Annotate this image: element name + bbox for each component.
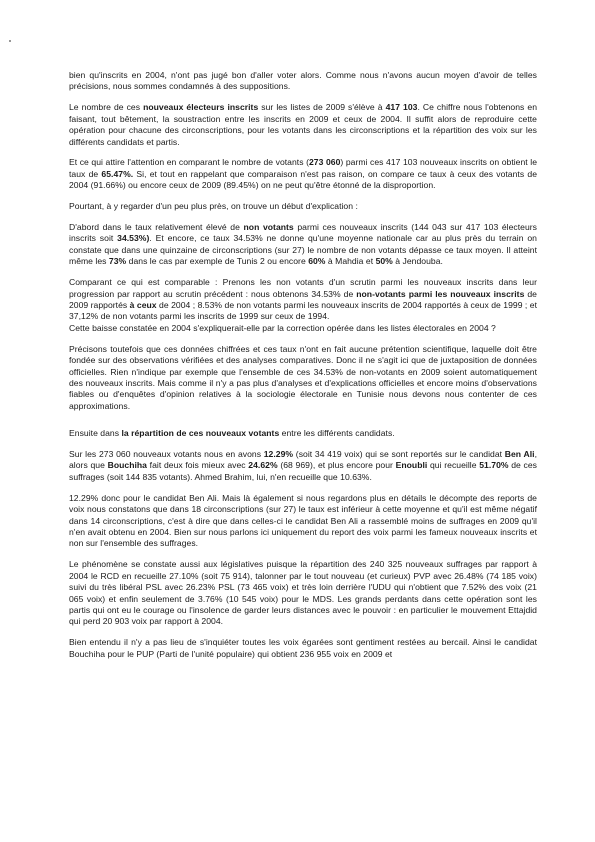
bold-text: non votants [243,222,294,233]
text-run: à Mahdia et [325,256,376,267]
text-run: Sur les 273 060 nouveaux votants nous en avons [69,449,264,460]
text-run: dans le cas par exemple de Tunis 2 ou encore [126,256,309,267]
paragraph-6 [69,277,537,334]
bold-text: 34.53%) [117,233,150,244]
text-run: fait deux fois mieux avec [146,460,249,471]
paragraph-8 [69,428,537,439]
bold-text: 12.29% [263,449,294,460]
bold-text: 50% [375,256,393,267]
text-run: entre les différents candidats. [279,428,395,439]
bold-text: 417 103 [385,102,418,113]
paragraph-7 [69,344,537,412]
text-run: 12.29% donc pour le candidat Ben Ali. Mais là également si nous regardons plus en détails le décompte des reports de voix nous constatons que dans 18 circonscriptions (sur 27) le taux est inférieur à cette moyenne et qu'il est même négatif dans 14 circonscriptions, c'est à dire que dans celles-ci le candidat Ben Ali a rassemblé moins de suffrages en 2009 qu'il n'en avait obtenu en 2004. Bien sur nous parlons ici uniquement du report des voix parmi les fameux nouveaux inscrits et non sur l'ensemble des suffrages. [69,492,537,549]
text-run: Le nombre de ces [69,102,144,113]
text-run: , alors que [69,449,537,471]
paragraph-11 [69,559,537,627]
paragraph-12 [69,637,537,660]
text-run: Ensuite dans [69,428,122,439]
paragraph-3 [69,157,537,191]
text-run: à Jendouba. [392,256,443,267]
bold-text: 51.70% [479,460,509,471]
text-run: (soit 34 419 voix) qui se sont reportés sur le candidat [293,449,505,460]
bold-text: non-votants parmi les nouveaux inscrits [356,288,525,299]
text-run: Pourtant, à y regarder d'un peu plus près, on trouve un début d'explication : [69,201,358,212]
paragraph-4 [69,201,537,212]
bold-text: 273 060 [308,157,341,168]
text-run: Comparant ce qui est comparable : Prenons les non votants d'un scrutin parmi les nouveaux inscrits dans leur progression par rapport au scrutin précédent : nous obtenons 34.53% de [69,277,537,299]
text-run: qui recueille [427,460,480,471]
text-run: Cette baisse constatée en 2004 s'expliquerait-elle par la correction opérée dans les listes électorales en 2004 ? [69,322,496,333]
bold-text: 65.47%. [101,168,134,179]
text-run: de 2004 ; 8.53% de non votants parmi les nouveaux inscrits de 2004 rapportés à ceux de 1999 ; et 37,12% de non votants parmi les inscrits de 1999 sur ceux de 1994. [69,300,538,322]
text-run: Si, et tout en rappelant que comparaison n'est pas raison, on compare ce taux à ceux des votants de 2004 (91.66%) ou encore ceux de 2009 (89.45%) on ne peut qu'être étonné de la disproportion. [69,168,537,191]
text-run: . Ce chiffre nous l'obtenons en faisant, tout bêtement, la soustraction entre les inscrits en 2009 et ceux de 2004. Il suffit alors de reproduire cette opération pour chacune des circonscriptions, pour les votants dans les circonscriptions et la répartition des voix sur les différents candidats et partis. [69,102,538,147]
bold-text: Bouchiha [107,460,147,471]
text-run: parmi ces nouveaux inscrits (144 043 sur 417 103 électeurs inscrits soit [69,222,538,244]
text-run: Bien entendu il n'y a pas lieu de s'inquiéter toutes les voix égarées sont gentiment restées au bercail. Ainsi le candidat Bouchiha pour le PUP (Parti de l'unité populaire) qui obtient 236 955 voix en 2009 et [69,637,537,659]
bold-text: Ben Ali [504,449,535,460]
paragraph-9 [69,449,537,483]
text-run: de 2009 rapportés [69,288,537,310]
text-run: de ces suffrages (soit 144 835 votants). Ahmed Brahim, lui, n'en recueille que 10.63%. [69,460,538,482]
paragraph-2 [69,102,537,148]
text-run: bien qu'inscrits en 2004, n'ont pas jugé bon d'aller voter alors. Comme nous n'avons aucun moyen d'avoir de telles précisions, nous sommes condamnés à des suppositions. [69,70,537,92]
bold-text: à ceux [129,300,157,310]
bold-text: la répartition de ces nouveaux votants [121,428,280,439]
paragraph-10 [69,493,537,550]
text-run: Le phénomène se constate aussi aux législatives puisque la répartition des 240 325 nouveaux suffrages par rapport à 2004 le RCD en recueille 27.10% (soit 75 914), talonner par le tout nouveau (et curieux) PVP avec 26.48% (74 185 voix) suivi du très libéral PSL avec 26.23% PSL (73 465 voix) et très loin derrière l'UDU qui n'obtient que 7.52% des voix (21 065 voix) et enfin seulement de 3.76% (10 545 voix) pour le MDS. Les grands perdants dans cette opération sont les partis qui ont eu le courage ou l'insolence de garder leurs distances avec le pouvoir : en particulier le mouvement Ettajdid qui perd 20 903 voix par rapport à 2004. [69,559,537,627]
text-run: ) parmi ces 417 103 nouveaux inscrits on obtient le taux de [69,157,537,179]
text-run: (68 969), et plus encore pour [277,460,396,471]
text-run: Précisons toutefois que ces données chiffrées et ces taux n'ont en fait aucune prétention scientifique, laquelle doit être fondée sur des observations vérifiées et des analyses comparatives. Donc il ne s'agit ici que de juxtaposition de données officielles. Rien n'indique par exemple que l'ensemble de ces 34.53% de non-votants en 2009 soient automatiquement des nouveaux inscrits. Mais comme il n'y a pas plus d'analyses et d'explications officielles et encore moins d'observations fiables ou d'enquêtes d'opinion relatives à la sociologie électorale en Tunisie nous devons nous contenter de ces approximations. [69,343,537,411]
text-run: . Et encore, ce taux 34.53% ne donne qu'une moyenne nationale car au plus près du terrain on constate que dans une quinzaine de circonscriptions (sur 27) le nombre de non votants dépasse ce taux moyen. Il atteint même les [69,233,537,267]
paragraph-1 [69,70,537,93]
text-run: sur les listes de 2009 s'élève à [258,102,386,113]
text-run: D'abord dans le taux relativement élevé de [69,222,244,233]
paragraph-5 [69,222,537,268]
bold-text: 73% [108,256,127,267]
scan-speck [9,40,11,42]
bold-text: 24.62% [248,460,278,471]
text-run: Et ce qui attire l'attention en comparant le nombre de votants ( [69,157,309,168]
bold-text: 60% [308,256,326,267]
bold-text: nouveaux électeurs inscrits [143,102,259,113]
bold-text: Enoubli [395,460,428,471]
document-body [69,70,537,660]
